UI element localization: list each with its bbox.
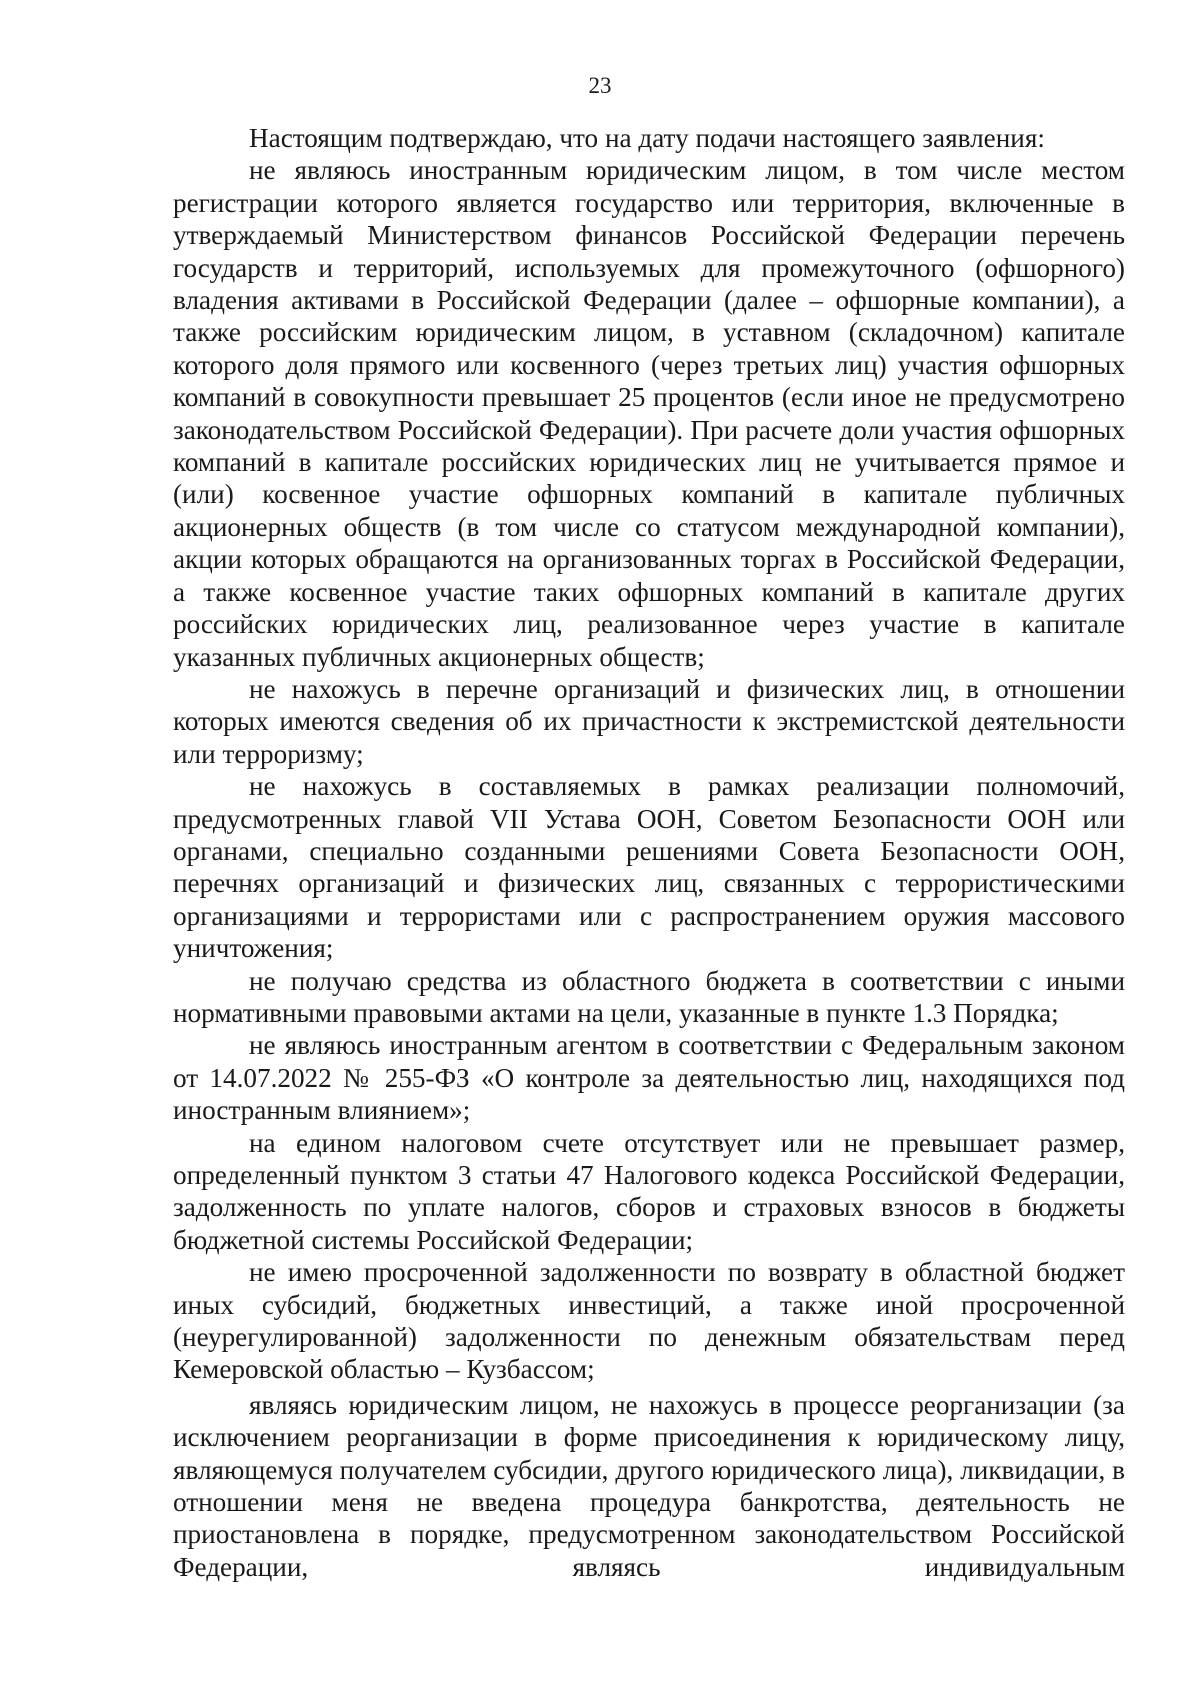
paragraph-reorganization: являясь юридическим лицом, не нахожусь в процессе реорганизации (за исключением реорганизации в форме присоединения к юридическому лицу, являющемуся получателем субсидии, другого юридического лица), ликвидации, в отношении меня не введена процедура банкротства, деятельность не приостановлена в порядке, предусмотренном законодательством Российской Федерации, являясь индивидуальным bbox=[173, 1389, 1125, 1582]
paragraph-tax-debt: на едином налоговом счете отсутствует или не превышает размер, определенный пунктом 3 статьи 47 Налогового кодекса Российской Федерации, задолженность по уплате налогов, сборов и страховых взносов в бюджеты бюджетной системы Российской Федерации; bbox=[173, 1127, 1125, 1255]
paragraph-intro: Настоящим подтверждаю, что на дату подачи настоящего заявления: bbox=[249, 123, 1045, 153]
paragraph-foreign-agent: не являюсь иностранным агентом в соответствии с Федеральным законом от 14.07.2022 № 255-ФЗ «О контроле за деятельностью лиц, находящихся под иностранным влиянием»; bbox=[173, 1030, 1125, 1126]
paragraph-overdue-debt: не имею просроченной задолженности по возврату в областной бюджет иных субсидий, бюджетных инвестиций, а также иной просроченной (неурегулированной) задолженности по денежным обязательствам перед Кемеровской областью – Кузбассом; bbox=[173, 1257, 1125, 1385]
page-number: 23 bbox=[588, 73, 612, 98]
document-body bbox=[173, 122, 1125, 1583]
paragraph-un-lists: не нахожусь в составляемых в рамках реализации полномочий, предусмотренных главой VII Устава ООН, Советом Безопасности ООН или органами, специально созданными решениями Совета Безопасности ООН, перечнях организаций и физических лиц, связанных с террористическими организациями и террористами или с распространением оружия массового уничтожения; bbox=[173, 771, 1125, 964]
paragraph-offshore: не являюсь иностранным юридическим лицом, в том числе местом регистрации которого является государство или территория, включенные в утверждаемый Министерством финансов Российской Федерации перечень государств и территорий, используемых для промежуточного (офшорного) владения активами в Российской Федерации (далее – офшорные компании), а также российским юридическим лицом, в уставном (складочном) капитале которого доля прямого или косвенного (через третьих лиц) участия офшорных компаний в совокупности превышает 25 процентов (если иное не предусмотрено законодательством Российской Федерации). При расчете доли участия офшорных компаний в капитале российских юридических лиц не учитывается прямое и (или) косвенное участие офшорных компаний в капитале публичных акционерных обществ (в том числе со статусом международной компании), акции которых обращаются на организованных торгах в Российской Федерации, а также косвенное участие таких офшорных компаний в капитале других российских юридических лиц, реализованное через участие в капитале указанных публичных акционерных обществ; bbox=[173, 155, 1125, 672]
paragraph-budget-funds: не получаю средства из областного бюджета в соответствии с иными нормативными правовыми актами на цели, указанные в пункте 1.3 Порядка; bbox=[173, 965, 1125, 1028]
paragraph-extremism: не нахожусь в перечне организаций и физических лиц, в отношении которых имеются сведения об их причастности к экстремистской деятельности или терроризму; bbox=[173, 673, 1125, 769]
